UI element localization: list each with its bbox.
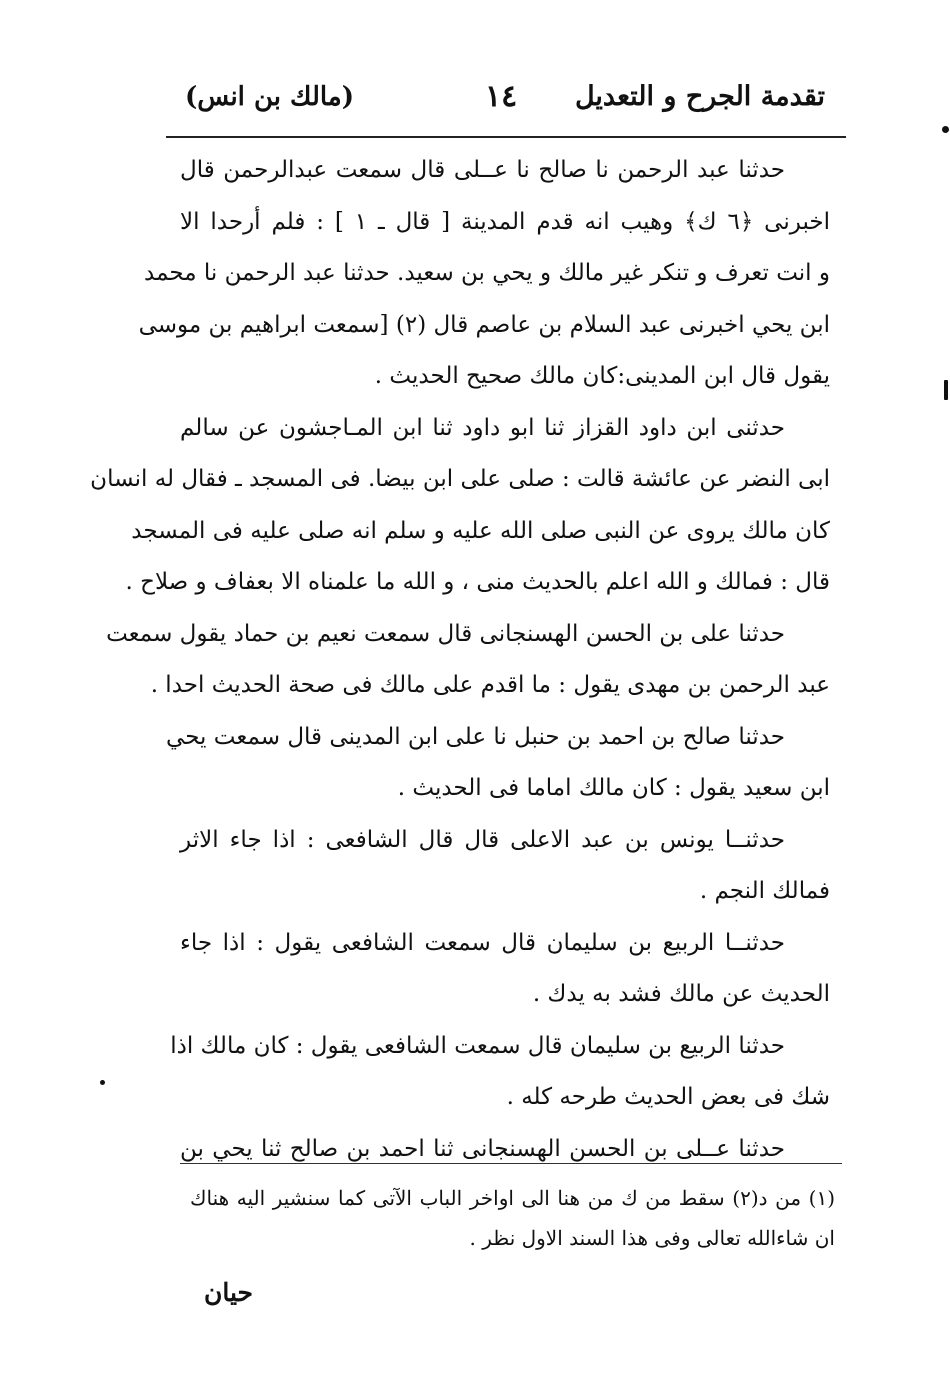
scan-speck	[944, 380, 948, 400]
scan-speck	[100, 1080, 105, 1085]
text-line: ابن يحي اخبرنى عبد السلام بن عاصم قال (٢) [سمعت ابراهيم بن موسى	[138, 311, 830, 338]
text-line: حدثنا عــلى بن الحسن الهسنجانى ثنا احمد بن صالح ثنا يحي بن	[180, 1135, 785, 1162]
footnote-rule	[180, 1163, 842, 1164]
text-line: ابن سعيد يقول : كان مالك اماما فى الحديث .	[397, 775, 830, 801]
text-line: حدثنا عبد الرحمن نا صالح نا عــلى قال سمعت عبدالرحمن قال	[180, 157, 785, 183]
footnote-line: (١) من د(٢) سقط من ك من هنا الى اواخر الباب الآتى كما سنشير اليه هناك	[190, 1186, 835, 1210]
text-line: الحديث عن مالك فشد به يدك .	[532, 981, 830, 1007]
header-rule	[166, 136, 846, 138]
text-line: حدثنا على بن الحسن الهسنجانى قال سمعت نعيم بن حماد يقول سمعت	[106, 620, 785, 647]
text-line: كان مالك يروى عن النبى صلى الله عليه و سلم انه صلى عليه فى المسجد	[131, 517, 830, 544]
footnote	[190, 1178, 835, 1258]
text-line: حدثنا صالح بن احمد بن حنبل نا على ابن المدينى قال سمعت يحي	[166, 723, 785, 750]
text-line: حدثنى ابن داود القزاز ثنا ابو داود ثنا ابن المـاجشون عن سالم	[180, 414, 785, 441]
text-line: حدثنــا الربيع بن سليمان قال سمعت الشافعى يقول : اذا جاء	[180, 929, 785, 956]
text-line: قال : فمالك و الله اعلم بالحديث منى ، و الله ما علمناه الا بعفاف و صلاح .	[125, 569, 830, 595]
text-line: و انت تعرف و تنكر غير مالك و يحي بن سعيد. حدثنا عبد الرحمن نا محمد	[144, 260, 830, 286]
page-number: ١٤	[485, 79, 518, 114]
footnote-line: ان شاءالله تعالى وفى هذا السند الاول نظر .	[469, 1226, 835, 1250]
text-line: ابى النضر عن عائشة قالت : صلى على ابن بيضا. فى المسجد ـ فقال له انسان	[90, 466, 830, 492]
catchword: حيان	[204, 1278, 253, 1307]
book-title: تقدمة الجرح و التعديل	[574, 81, 825, 112]
text-line: حدثنــا يونس بن عبد الاعلى قال قال الشافعى : اذا جاء الاثر	[180, 826, 785, 853]
text-line: اخبرنى ﴿٦ ك﴾ وهيب انه قدم المدينة [ قال ـ ١ ] : فلم أرحدا الا	[180, 208, 830, 235]
text-line: حدثنا الربيع بن سليمان قال سمعت الشافعى يقول : كان مالك اذا	[170, 1032, 785, 1059]
running-header	[185, 72, 825, 122]
text-line: يقول قال ابن المدينى:كان مالك صحيح الحديث .	[374, 363, 830, 389]
scan-speck	[942, 126, 949, 133]
text-line: شك فى بعض الحديث طرحه كله .	[506, 1084, 830, 1110]
text-line: فمالك النجم .	[699, 878, 830, 904]
body-text	[90, 145, 830, 1175]
section-title: (مالك بن انس)	[185, 82, 355, 112]
text-line: عبد الرحمن بن مهدى يقول : ما اقدم على مالك فى صحة الحديث احدا .	[150, 672, 830, 698]
